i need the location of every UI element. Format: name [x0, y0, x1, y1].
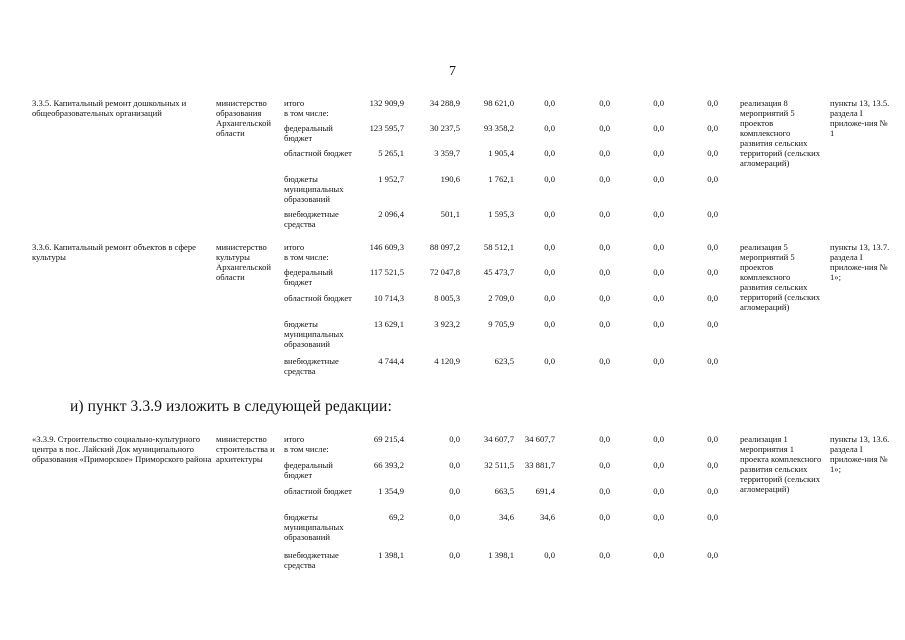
value: 0,0 — [707, 460, 718, 470]
value: 33 881,7 — [524, 460, 555, 470]
value: 34,6 — [539, 512, 555, 522]
value: 0,0 — [599, 512, 610, 522]
value: 0,0 — [599, 550, 610, 560]
table-row — [0, 174, 905, 204]
value: 0,0 — [653, 486, 664, 496]
value: 623,5 — [494, 356, 514, 366]
value: 0,0 — [599, 293, 610, 303]
page-number: 7 — [449, 64, 456, 79]
table-row — [0, 123, 905, 147]
value: 0,0 — [653, 174, 664, 184]
funding-source: итого в том числе: — [284, 98, 329, 118]
value: 663,5 — [494, 486, 514, 496]
funding-source: федеральный бюджет — [284, 267, 333, 287]
value: 0,0 — [449, 486, 460, 496]
value: 98 621,0 — [483, 98, 514, 108]
value: 0,0 — [599, 148, 610, 158]
value: 0,0 — [544, 550, 555, 560]
value: 3 359,7 — [434, 148, 460, 158]
funding-source: областной бюджет — [284, 148, 352, 158]
value: 8 005,3 — [434, 293, 460, 303]
funding-source: итого в том числе: — [284, 242, 329, 262]
reference: пункты 13, 13.6. раздела I приложе-ния № 1»; — [830, 434, 890, 474]
value: 0,0 — [707, 267, 718, 277]
value-total: 2 096,4 — [378, 209, 404, 219]
value-total: 66 393,2 — [373, 460, 404, 470]
value: 0,0 — [544, 148, 555, 158]
table-row — [0, 486, 905, 510]
funding-source: итого в том числе: — [284, 434, 329, 454]
table-row — [0, 356, 905, 380]
value: 0,0 — [544, 267, 555, 277]
value: 0,0 — [599, 267, 610, 277]
value: 9 705,9 — [488, 319, 514, 329]
value: 0,0 — [653, 512, 664, 522]
value: 0,0 — [544, 293, 555, 303]
value: 0,0 — [707, 550, 718, 560]
value: 0,0 — [544, 209, 555, 219]
value: 0,0 — [599, 98, 610, 108]
value: 0,0 — [707, 512, 718, 522]
value: 34 607,7 — [524, 434, 555, 444]
value: 0,0 — [599, 460, 610, 470]
funding-source: внебюджетные средства — [284, 550, 339, 570]
executor: министерство строительства и архитектуры — [216, 434, 275, 464]
value: 0,0 — [653, 319, 664, 329]
value: 190,6 — [440, 174, 460, 184]
value-total: 1 952,7 — [378, 174, 404, 184]
value: 0,0 — [707, 434, 718, 444]
value-total: 132 909,9 — [369, 98, 404, 108]
value: 0,0 — [653, 123, 664, 133]
value: 0,0 — [599, 356, 610, 366]
value-total: 117 521,5 — [369, 267, 404, 277]
value: 0,0 — [707, 174, 718, 184]
value: 0,0 — [544, 174, 555, 184]
value: 0,0 — [653, 98, 664, 108]
value: 3 923,2 — [434, 319, 460, 329]
value: 32 511,5 — [484, 460, 514, 470]
value: 0,0 — [599, 242, 610, 252]
table-row — [0, 460, 905, 484]
value: 0,0 — [707, 123, 718, 133]
value: 45 473,7 — [483, 267, 514, 277]
item-title: «3.3.9. Строительство социально-культурного центра в пос. Лайский Док муниципального образования «Приморское» Приморского района — [32, 434, 212, 464]
value: 0,0 — [449, 434, 460, 444]
value: 34 288,9 — [429, 98, 460, 108]
value: 30 237,5 — [429, 123, 460, 133]
funding-source: внебюджетные средства — [284, 356, 339, 376]
value: 0,0 — [653, 209, 664, 219]
value: 0,0 — [544, 242, 555, 252]
value: 72 047,8 — [429, 267, 460, 277]
value: 0,0 — [653, 460, 664, 470]
table-row — [0, 319, 905, 349]
value-total: 69 215,4 — [373, 434, 404, 444]
funding-source: внебюджетные средства — [284, 209, 339, 229]
value: 0,0 — [707, 148, 718, 158]
value: 2 709,0 — [488, 293, 514, 303]
value: 0,0 — [707, 356, 718, 366]
table-row — [0, 293, 905, 317]
value: 0,0 — [707, 242, 718, 252]
value: 0,0 — [544, 123, 555, 133]
value-total: 10 714,3 — [373, 293, 404, 303]
value: 58 512,1 — [483, 242, 514, 252]
value: 1 595,3 — [488, 209, 514, 219]
executor: министерство образования Архангельской области — [216, 98, 271, 138]
value: 34 607,7 — [483, 434, 514, 444]
value: 34,6 — [498, 512, 514, 522]
value: 0,0 — [707, 293, 718, 303]
value: 0,0 — [653, 267, 664, 277]
value: 0,0 — [653, 293, 664, 303]
table-row — [0, 209, 905, 233]
item-title: 3.3.5. Капитальный ремонт дошкольных и общеобразовательных организаций — [32, 98, 187, 118]
table-row — [0, 148, 905, 172]
value: 0,0 — [449, 460, 460, 470]
table-row — [0, 512, 905, 542]
value: 0,0 — [599, 209, 610, 219]
value-total: 1 398,1 — [378, 550, 404, 560]
value-total: 69,2 — [388, 512, 404, 522]
value: 0,0 — [707, 486, 718, 496]
table-row — [0, 267, 905, 291]
value: 0,0 — [653, 434, 664, 444]
value: 0,0 — [599, 486, 610, 496]
value: 4 120,9 — [434, 356, 460, 366]
value: 0,0 — [653, 148, 664, 158]
funding-source: федеральный бюджет — [284, 460, 333, 480]
value: 88 097,2 — [429, 242, 460, 252]
value-total: 5 265,1 — [378, 148, 404, 158]
value: 1 762,1 — [488, 174, 514, 184]
funding-source: бюджеты муниципальных образований — [284, 174, 344, 204]
value: 0,0 — [599, 434, 610, 444]
value: 0,0 — [544, 98, 555, 108]
table-row — [0, 98, 905, 122]
executor: министерство культуры Архангельской области — [216, 242, 271, 282]
value: 0,0 — [653, 550, 664, 560]
value-total: 1 354,9 — [378, 486, 404, 496]
table-row — [0, 242, 905, 266]
table-row — [0, 434, 905, 458]
value: 1 398,1 — [488, 550, 514, 560]
funding-source: бюджеты муниципальных образований — [284, 319, 344, 349]
value: 0,0 — [707, 98, 718, 108]
table-row — [0, 550, 905, 574]
value-total: 4 744,4 — [378, 356, 404, 366]
item-title: 3.3.6. Капитальный ремонт объектов в сфере культуры — [32, 242, 196, 262]
result: реализация 5 мероприятий 5 проектов комплексного развития сельских территорий (сельских агломераций) — [740, 242, 821, 312]
funding-source: областной бюджет — [284, 486, 352, 496]
value: 501,1 — [440, 209, 460, 219]
value-total: 146 609,3 — [369, 242, 404, 252]
value: 0,0 — [599, 123, 610, 133]
section-heading: и) пункт 3.3.9 изложить в следующей редакции: — [70, 398, 392, 415]
value: 0,0 — [544, 356, 555, 366]
value: 0,0 — [449, 512, 460, 522]
value-total: 13 629,1 — [373, 319, 404, 329]
funding-source: областной бюджет — [284, 293, 352, 303]
reference: пункты 13, 13.5. раздела I приложе-ния № 1 — [830, 98, 890, 138]
value: 0,0 — [653, 356, 664, 366]
value: 0,0 — [544, 319, 555, 329]
value: 0,0 — [653, 242, 664, 252]
result: реализация 1 мероприятия 1 проекта комплексного развития сельских территорий (сельских агломераций) — [740, 434, 822, 494]
value: 691,4 — [535, 486, 555, 496]
result: реализация 8 мероприятий 5 проектов комплексного развития сельских территорий (сельских агломераций) — [740, 98, 821, 168]
value: 0,0 — [707, 209, 718, 219]
value-total: 123 595,7 — [369, 123, 404, 133]
value: 0,0 — [599, 319, 610, 329]
value: 0,0 — [707, 319, 718, 329]
value: 0,0 — [449, 550, 460, 560]
funding-source: федеральный бюджет — [284, 123, 333, 143]
value: 0,0 — [599, 174, 610, 184]
value: 1 905,4 — [488, 148, 514, 158]
reference: пункты 13, 13.7. раздела I приложе-ния № 1»; — [830, 242, 890, 282]
value: 93 358,2 — [483, 123, 514, 133]
funding-source: бюджеты муниципальных образований — [284, 512, 344, 542]
